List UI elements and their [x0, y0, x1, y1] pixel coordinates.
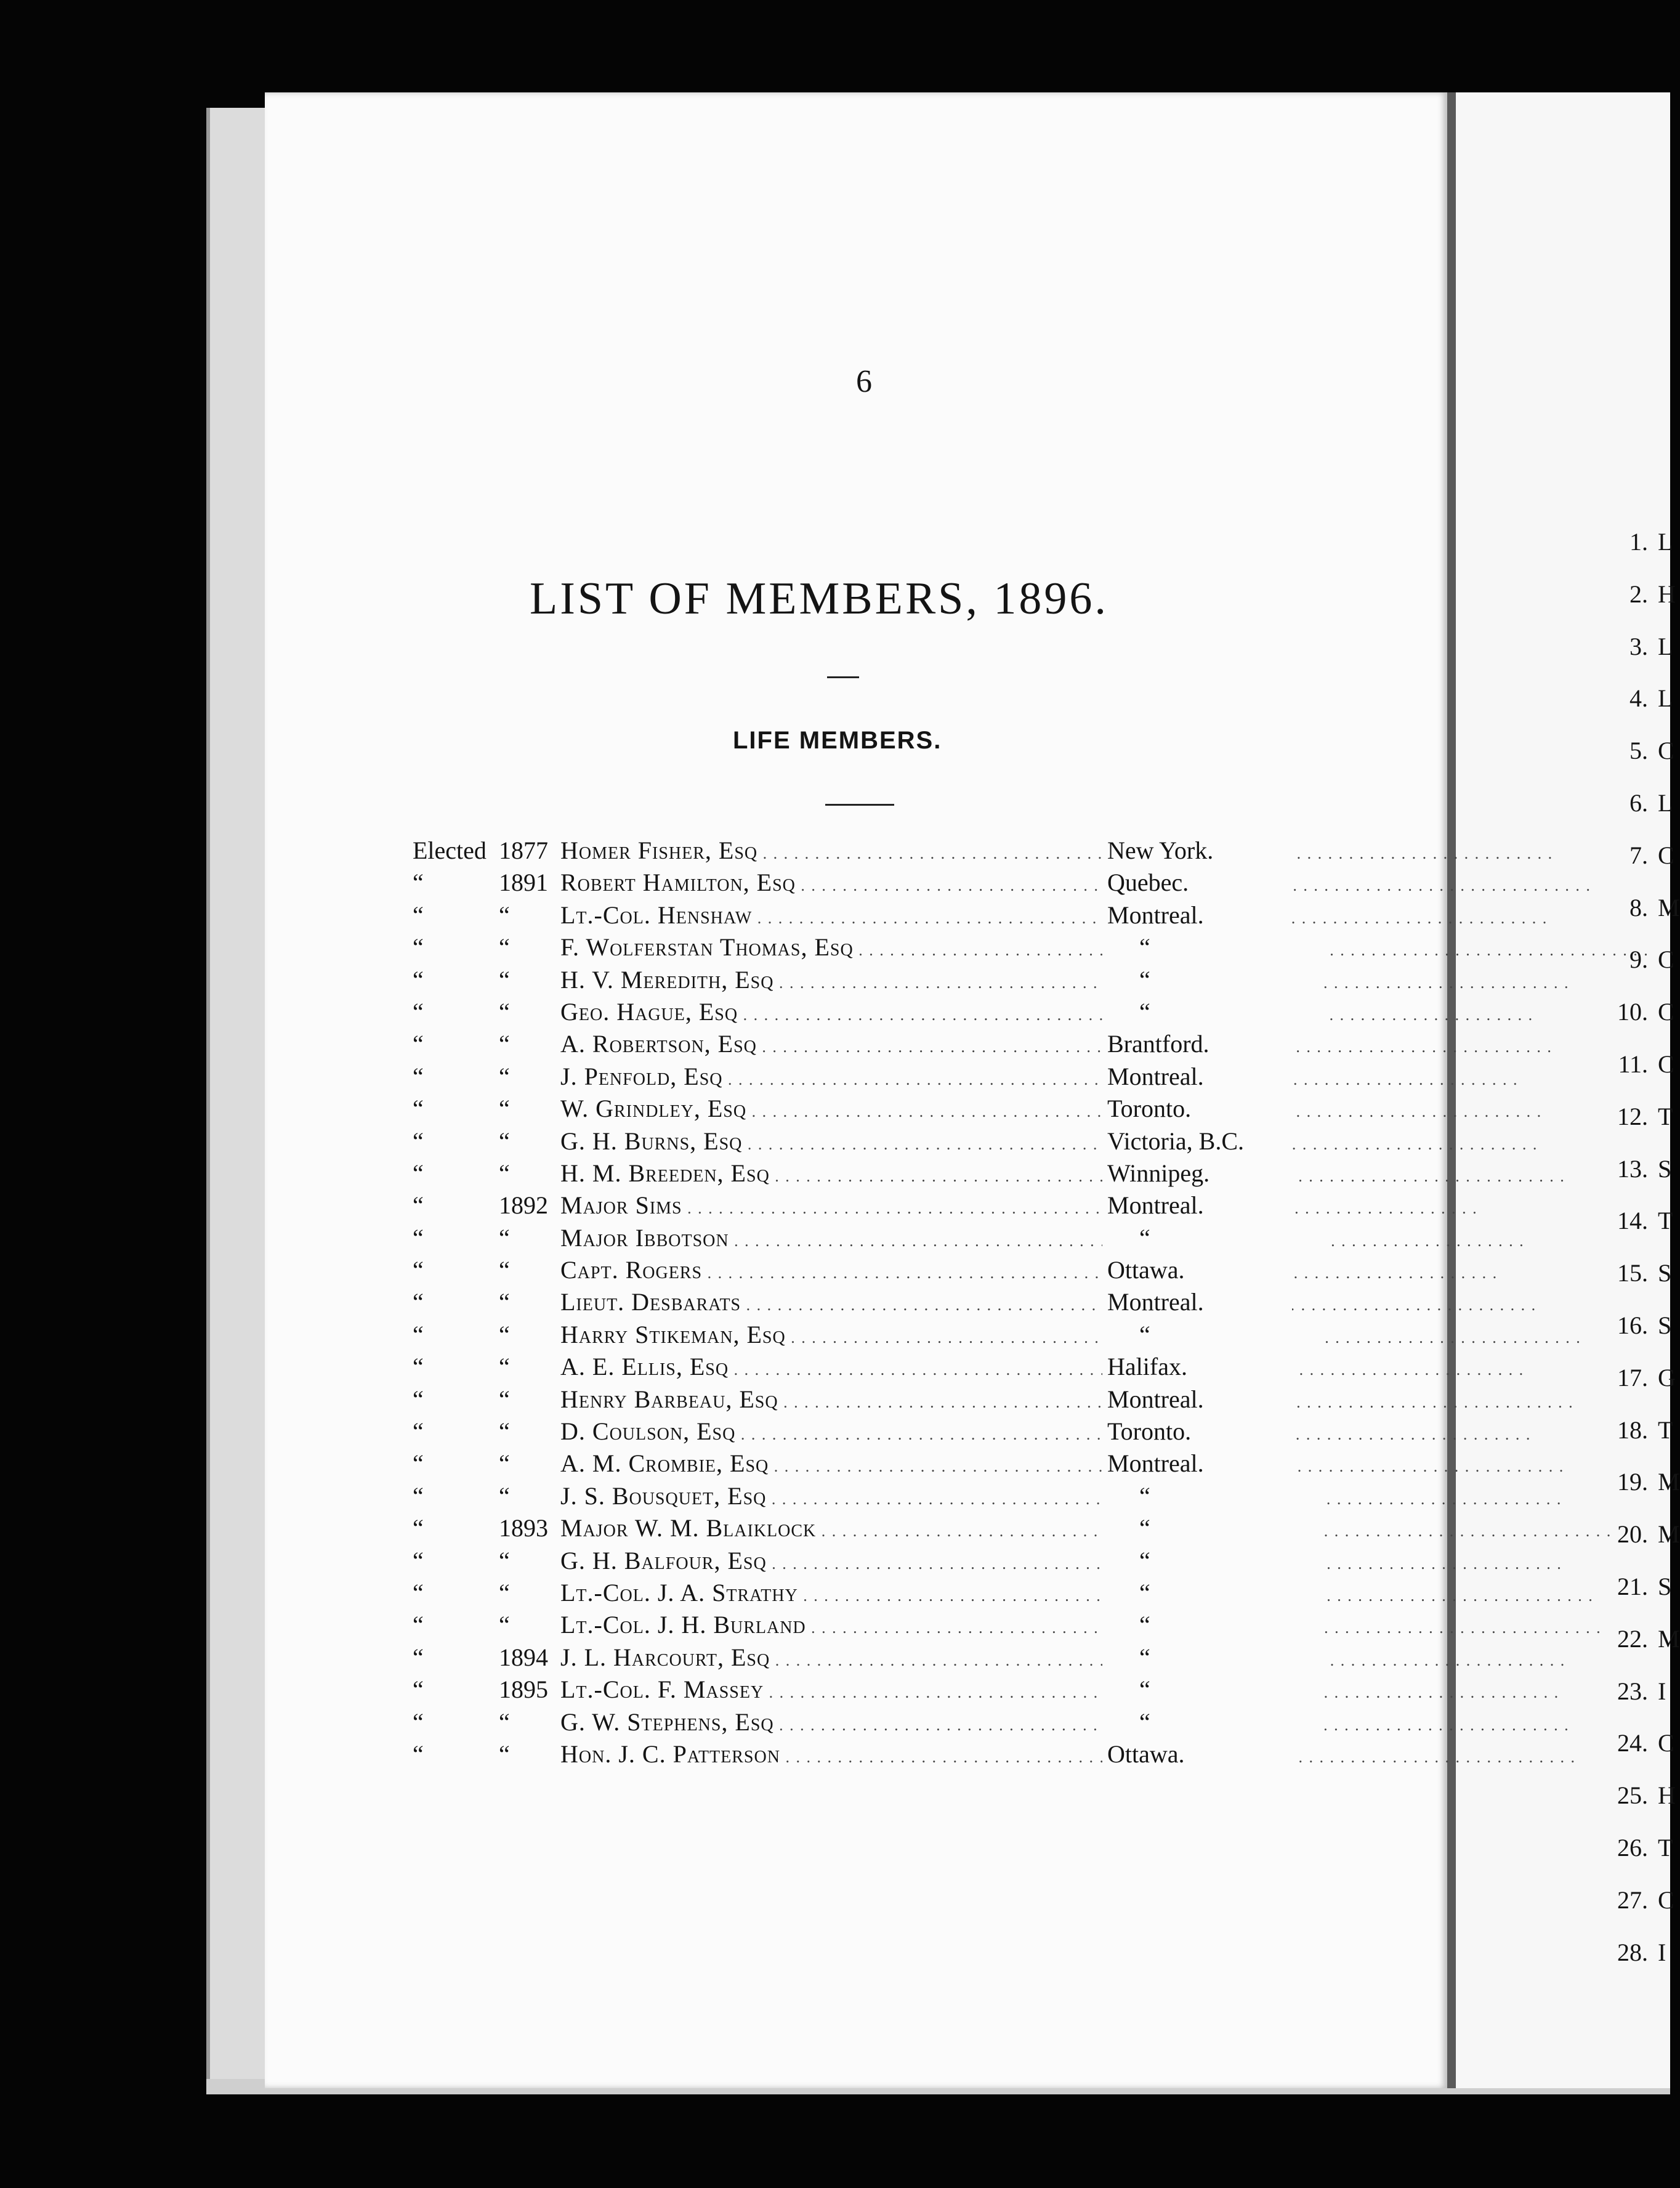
member-row — [413, 1609, 1287, 1641]
member-name: J. L. Harcourt, Esq . . . — [560, 1642, 1262, 1677]
right-page-item-letter: C — [1658, 998, 1674, 1026]
member-name: Lieut. Desbarats . . . — [560, 1286, 1262, 1321]
member-elected: “ — [413, 901, 424, 929]
member-name: A. E. Ellis, Esq . . . — [560, 1351, 1262, 1386]
member-row — [413, 1222, 1287, 1254]
right-page-item-number: 22. — [1617, 1624, 1648, 1653]
member-year: “ — [499, 933, 510, 962]
member-name: Lt.-Col. F. Massey . . . — [560, 1674, 1262, 1709]
member-year: “ — [499, 1449, 510, 1478]
right-page-item-letter: C — [1658, 737, 1674, 765]
member-elected: “ — [413, 1546, 424, 1574]
member-row — [413, 1706, 1287, 1738]
member-year: “ — [499, 997, 510, 1026]
member-elected: “ — [413, 1643, 424, 1671]
right-page-item-letter: G — [1658, 1363, 1676, 1392]
right-page-item-number: 4. — [1630, 684, 1648, 713]
member-year: 1893 — [499, 1514, 548, 1542]
member-elected: “ — [413, 869, 424, 897]
member-place: Montreal. — [1102, 1448, 1292, 1480]
member-row — [413, 1254, 1287, 1286]
member-place: Victoria, B.C. — [1102, 1125, 1292, 1157]
member-name: Hon. J. C. Patterson . . . — [560, 1738, 1262, 1773]
member-name: Robert Hamilton, Esq . . . — [560, 867, 1262, 902]
member-elected: “ — [413, 1353, 424, 1381]
member-row — [413, 1125, 1287, 1157]
right-page-item-number: 7. — [1630, 841, 1648, 869]
right-page-item-number: 16. — [1617, 1311, 1648, 1339]
right-page-item — [1607, 1467, 1680, 1519]
member-row — [413, 1416, 1287, 1448]
member-elected: “ — [413, 1514, 424, 1542]
right-page-item-letter: C — [1658, 946, 1674, 974]
member-place: Winnipeg. — [1102, 1157, 1292, 1189]
member-year: “ — [499, 1708, 510, 1736]
right-page-item-letter: C — [1658, 1050, 1674, 1078]
member-year: “ — [499, 1385, 510, 1413]
member-place: “ — [1102, 1674, 1324, 1706]
right-page-item — [1607, 1571, 1680, 1624]
member-row — [413, 964, 1287, 996]
member-elected: “ — [413, 1449, 424, 1478]
member-year: “ — [499, 1223, 510, 1252]
right-page-item-letter: H — [1658, 1781, 1676, 1810]
member-year: “ — [499, 1353, 510, 1381]
member-year: 1891 — [499, 869, 548, 897]
right-page-item-number: 12. — [1617, 1102, 1648, 1130]
member-row — [413, 1512, 1287, 1544]
member-place: “ — [1102, 1319, 1324, 1351]
member-place: Montreal. — [1102, 1384, 1292, 1416]
right-page-item-number: 5. — [1630, 737, 1648, 765]
member-place: Toronto. — [1102, 1093, 1292, 1125]
right-page-item-letter: C — [1658, 1729, 1674, 1757]
member-year: “ — [499, 1417, 510, 1446]
member-name: Major Ibbotson . . . — [560, 1222, 1262, 1257]
right-page-item-number: 23. — [1617, 1677, 1648, 1705]
member-elected: “ — [413, 1385, 424, 1413]
right-page-item-number: 13. — [1617, 1154, 1648, 1183]
right-page-item-letter: C — [1658, 1886, 1674, 1914]
member-elected: “ — [413, 965, 424, 994]
member-place: Ottawa. — [1102, 1254, 1292, 1286]
member-year: “ — [499, 1578, 510, 1607]
right-page-item — [1607, 1833, 1680, 1885]
right-page-item — [1607, 893, 1680, 945]
right-page-item — [1607, 1728, 1680, 1780]
right-page-item — [1607, 631, 1680, 684]
member-place: “ — [1102, 1577, 1324, 1609]
member-elected: “ — [413, 1578, 424, 1607]
member-name: J. Penfold, Esq . . . — [560, 1061, 1262, 1096]
member-elected: “ — [413, 1708, 424, 1736]
member-name: Major W. M. Blaiklock . . . — [560, 1512, 1262, 1547]
member-year: “ — [499, 1740, 510, 1768]
member-row — [413, 1286, 1287, 1318]
member-place: “ — [1102, 1706, 1324, 1738]
member-year: “ — [499, 901, 510, 929]
right-page-item-number: 3. — [1630, 632, 1648, 660]
member-year: “ — [499, 965, 510, 994]
member-name: Henry Barbeau, Esq . . . — [560, 1384, 1262, 1419]
member-year: “ — [499, 1320, 510, 1348]
member-year: “ — [499, 1127, 510, 1155]
right-page-item — [1607, 1363, 1680, 1415]
member-elected: “ — [413, 1611, 424, 1639]
right-page-item — [1607, 944, 1680, 997]
member-place: “ — [1102, 996, 1324, 1028]
right-page-item-number: 21. — [1617, 1572, 1648, 1600]
right-page-item — [1607, 1780, 1680, 1833]
member-year: “ — [499, 1288, 510, 1316]
member-name: Harry Stikeman, Esq . . . — [560, 1319, 1262, 1354]
member-place: “ — [1102, 1609, 1324, 1641]
right-page-item — [1607, 735, 1680, 788]
member-place: “ — [1102, 1222, 1324, 1254]
right-page-item — [1607, 997, 1680, 1049]
member-row — [413, 1577, 1287, 1609]
member-row — [413, 835, 1287, 867]
member-row — [413, 1384, 1287, 1416]
member-name: H. V. Meredith, Esq . . . — [560, 964, 1262, 999]
right-page-item-number: 14. — [1617, 1207, 1648, 1235]
right-page-item-number: 20. — [1617, 1520, 1648, 1549]
member-row — [413, 1093, 1287, 1125]
right-page-item — [1607, 788, 1680, 840]
member-elected: “ — [413, 1223, 424, 1252]
right-page-item — [1607, 1885, 1680, 1937]
right-page-item-number: 6. — [1630, 788, 1648, 817]
member-year: 1877 — [499, 837, 548, 864]
member-name: G. H. Burns, Esq . . . — [560, 1125, 1262, 1161]
member-name: Capt. Rogers . . . — [560, 1254, 1262, 1289]
page-title: LIST OF MEMBERS, 1896. — [530, 573, 1109, 624]
right-page-item — [1607, 683, 1680, 735]
member-name: F. Wolferstan Thomas, Esq . . . — [560, 931, 1262, 966]
member-place: Quebec. — [1102, 867, 1292, 899]
right-page-item-letter: L — [1658, 528, 1673, 556]
right-page-item — [1607, 1154, 1680, 1206]
right-page-item-number: 8. — [1630, 893, 1648, 922]
right-page-item-letter: I — [1658, 1938, 1666, 1966]
right-page-item-number: 18. — [1617, 1416, 1648, 1444]
right-page-item-number: 19. — [1617, 1468, 1648, 1496]
right-page-item — [1607, 840, 1680, 893]
right-page-item-letter: M — [1658, 893, 1680, 922]
member-place: Montreal. — [1102, 899, 1292, 931]
right-page-item — [1607, 1310, 1680, 1363]
member-name: Lt.-Col. Henshaw . . . — [560, 899, 1262, 934]
member-name: J. S. Bousquet, Esq . . . — [560, 1480, 1262, 1515]
right-page-item-letter: L — [1658, 788, 1673, 817]
member-year: “ — [499, 1611, 510, 1639]
member-name: H. M. Breeden, Esq . . . — [560, 1157, 1262, 1193]
member-row — [413, 1351, 1287, 1383]
right-page-item — [1607, 1415, 1680, 1467]
right-page-item — [1607, 1676, 1680, 1728]
right-page-item-number: 26. — [1617, 1833, 1648, 1862]
member-name: W. Grindley, Esq . . . — [560, 1093, 1262, 1128]
member-name: Homer Fisher, Esq . . . — [560, 835, 1262, 870]
member-place: Halifax. — [1102, 1351, 1292, 1383]
member-place: “ — [1102, 931, 1324, 963]
member-place: “ — [1102, 1512, 1324, 1544]
member-place: New York. — [1102, 835, 1292, 867]
right-page-item — [1607, 1519, 1680, 1571]
member-place: Montreal. — [1102, 1189, 1292, 1222]
right-page-item-letter: T — [1658, 1833, 1673, 1862]
member-row — [413, 867, 1287, 899]
member-place: Ottawa. — [1102, 1738, 1292, 1770]
right-page-item-letter: M — [1658, 1520, 1680, 1549]
member-year: “ — [499, 1095, 510, 1123]
member-elected: “ — [413, 1191, 424, 1220]
member-name: Lt.-Col. J. A. Strathy . . . — [560, 1577, 1262, 1612]
section-title: LIFE MEMBERS. — [733, 727, 942, 754]
title-rule — [827, 676, 859, 678]
right-page-item-number: 2. — [1630, 580, 1648, 608]
page-number: 6 — [856, 364, 872, 399]
right-page-item-letter: L — [1658, 632, 1673, 660]
member-name: Major Sims . . . — [560, 1189, 1262, 1225]
member-place: Toronto. — [1102, 1416, 1292, 1448]
member-elected: “ — [413, 1417, 424, 1446]
member-row — [413, 1061, 1287, 1093]
section-rule — [825, 804, 894, 806]
member-name: D. Coulson, Esq . . . — [560, 1416, 1262, 1451]
member-year: “ — [499, 1062, 510, 1090]
member-elected: “ — [413, 1062, 424, 1090]
right-page-item-number: 27. — [1617, 1886, 1648, 1914]
member-place: “ — [1102, 964, 1324, 996]
right-page-item — [1607, 1205, 1680, 1258]
right-page-item — [1607, 1258, 1680, 1310]
member-year: “ — [499, 1159, 510, 1187]
member-row — [413, 996, 1287, 1028]
member-elected: “ — [413, 1127, 424, 1155]
right-page-item — [1607, 1937, 1680, 1990]
member-name: A. Robertson, Esq . . . — [560, 1028, 1262, 1063]
member-elected: “ — [413, 1320, 424, 1348]
member-row — [413, 1738, 1287, 1770]
right-page-item-number: 10. — [1617, 998, 1648, 1026]
member-row — [413, 1674, 1287, 1706]
member-elected: “ — [413, 1256, 424, 1284]
member-year: 1895 — [499, 1675, 548, 1704]
right-page-item-letter: H — [1658, 580, 1676, 608]
right-page-item-letter: M — [1658, 1624, 1680, 1653]
member-year: “ — [499, 1030, 510, 1058]
member-row — [413, 1642, 1287, 1674]
member-elected: “ — [413, 997, 424, 1026]
member-row — [413, 1545, 1287, 1577]
member-row — [413, 1028, 1287, 1060]
member-elected: “ — [413, 933, 424, 962]
member-place: “ — [1102, 1642, 1324, 1674]
member-year: “ — [499, 1256, 510, 1284]
right-page-item-number: 1. — [1630, 528, 1648, 556]
member-row — [413, 1189, 1287, 1222]
member-name: Geo. Hague, Esq . . . — [560, 996, 1262, 1031]
member-name: Lt.-Col. J. H. Burland . . . — [560, 1609, 1262, 1644]
member-year: “ — [499, 1481, 510, 1510]
member-elected: “ — [413, 1095, 424, 1123]
member-name: G. W. Stephens, Esq . . . — [560, 1706, 1262, 1741]
member-place: “ — [1102, 1545, 1324, 1577]
member-place: Montreal. — [1102, 1061, 1292, 1093]
right-page-item-letter: M — [1658, 1468, 1680, 1496]
member-row — [413, 1157, 1287, 1189]
members-list — [413, 835, 1287, 1770]
right-page-item-number: 9. — [1630, 946, 1648, 974]
member-elected: “ — [413, 1288, 424, 1316]
member-year: 1892 — [499, 1191, 548, 1220]
right-page-item-letter: S — [1658, 1311, 1672, 1339]
right-page-item-letter: T — [1658, 1102, 1673, 1130]
right-page-item-number: 25. — [1617, 1781, 1648, 1810]
member-row — [413, 1319, 1287, 1351]
member-year: 1894 — [499, 1643, 548, 1671]
right-page-item — [1607, 579, 1680, 631]
right-page-item-number: 11. — [1618, 1050, 1648, 1078]
member-name: A. M. Crombie, Esq . . . — [560, 1448, 1262, 1483]
member-row — [413, 1480, 1287, 1512]
right-page-item-letter: L — [1658, 684, 1673, 713]
right-page-item-number: 28. — [1617, 1938, 1648, 1966]
member-elected: “ — [413, 1159, 424, 1187]
right-page-item — [1607, 1624, 1680, 1676]
member-row — [413, 931, 1287, 963]
member-elected: “ — [413, 1481, 424, 1510]
member-name: G. H. Balfour, Esq . . . — [560, 1545, 1262, 1580]
member-elected: “ — [413, 1675, 424, 1704]
member-place: “ — [1102, 1480, 1324, 1512]
member-row — [413, 1448, 1287, 1480]
member-row — [413, 899, 1287, 931]
right-page-item-letter: S — [1658, 1259, 1672, 1287]
right-page-item-letter: I — [1658, 1677, 1666, 1705]
right-page-numbered-list — [1607, 527, 1680, 1989]
member-year: “ — [499, 1546, 510, 1574]
right-page-item — [1607, 1101, 1680, 1154]
member-elected: “ — [413, 1740, 424, 1768]
right-page-item-letter: S — [1658, 1154, 1672, 1183]
right-page-item-letter: T — [1658, 1207, 1673, 1235]
member-place: Montreal. — [1102, 1286, 1292, 1318]
right-page-item-letter: S — [1658, 1572, 1672, 1600]
right-page-item-letter: C — [1658, 841, 1674, 869]
right-page-item-number: 15. — [1617, 1259, 1648, 1287]
right-page-item — [1607, 527, 1680, 579]
right-page-item-letter: T — [1658, 1416, 1673, 1444]
member-elected: Elected — [413, 837, 487, 864]
right-page-item-number: 24. — [1617, 1729, 1648, 1757]
member-elected: “ — [413, 1030, 424, 1058]
right-page-item — [1607, 1049, 1680, 1101]
member-place: Brantford. — [1102, 1028, 1292, 1060]
right-page-item-number: 17. — [1617, 1363, 1648, 1392]
